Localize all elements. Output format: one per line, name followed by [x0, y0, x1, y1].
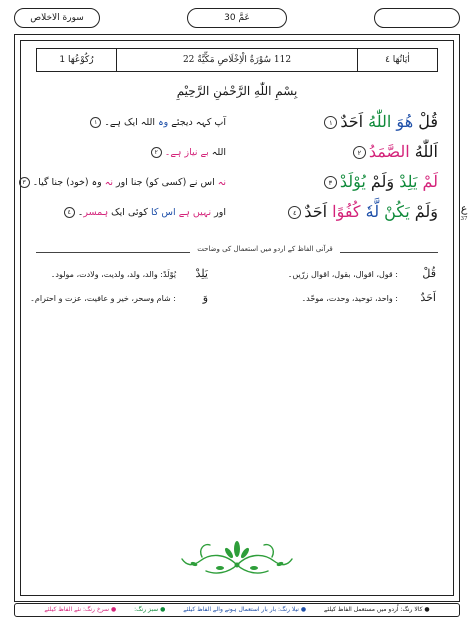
verse-urdu-translation — [36, 114, 226, 132]
verse-row — [36, 140, 438, 166]
legend-item: ● سبز رنگ: — [134, 606, 166, 613]
ruku-glyph: ع — [460, 202, 468, 215]
arabic-word: يَلِدْ — [394, 172, 418, 191]
ayah-number-marker: ١ — [324, 116, 337, 129]
verse-row — [36, 110, 438, 136]
vocab-word: يَلِدْ — [195, 267, 208, 280]
running-header-right — [374, 8, 460, 28]
urdu-word: وہ — [155, 117, 169, 128]
ruku-side-mark — [456, 202, 472, 232]
arabic-word: اَحَدٌ — [340, 112, 364, 131]
urdu-word: کوئی ایک — [108, 207, 148, 218]
verse-urdu-translation — [36, 144, 226, 162]
urdu-word: اللہ — [208, 147, 226, 158]
vocab-definition: : قول، اقوال، بقول، اقوال زرّیں۔ — [287, 270, 398, 279]
arabic-word: وَلَمْ — [365, 172, 395, 191]
vocab-word: وَ — [202, 291, 208, 304]
ayah-number-marker: ١ — [90, 117, 101, 128]
running-header-juz: عَمَّ 30 — [187, 8, 287, 28]
running-header — [14, 8, 460, 30]
vocab-section-title: قرآنی الفاظ کے اردو میں استعمال کی وضاحت — [190, 245, 340, 253]
arabic-word: الصَّمَدُ — [368, 142, 410, 161]
arabic-word: لَمْ — [417, 172, 438, 191]
verse-row — [22, 170, 438, 196]
verse-urdu-translation — [36, 204, 226, 222]
verse-arabic — [218, 200, 438, 224]
ayah-number-marker: ٣ — [19, 177, 30, 188]
verse-row — [36, 200, 438, 226]
floral-ornament-icon — [180, 535, 294, 581]
ayah-number-marker: ٢ — [353, 146, 366, 159]
urdu-word: نہیں ہے — [175, 207, 212, 218]
legend-item: ● نیلا رنگ: بار بار استعمال ہونے والے الفاظ کیلئے — [183, 606, 307, 613]
urdu-word: ہمسر — [83, 207, 109, 218]
arabic-word: اللّٰهُ — [363, 112, 392, 131]
color-legend — [14, 603, 460, 617]
arabic-word: يُوْلَدْ — [339, 172, 366, 191]
ayah-number-marker: ٣ — [324, 176, 337, 189]
bismillah: بِسْمِ اللّٰهِ الرَّحْمٰنِ الرَّحِيْمِ — [176, 84, 298, 98]
urdu-word: اس نے (کسی کو) جنا اور — [112, 177, 215, 188]
running-header-surah-name: سورة الاخلاص — [14, 8, 100, 28]
urdu-word: نہ — [214, 177, 226, 188]
vocab-definition: : شام وسحر، خیر و عافیت، عزت و احترام۔ — [30, 294, 176, 303]
arabic-word: كُفُوًا — [327, 202, 361, 221]
urdu-word: اللہ ایک ہے۔ — [104, 117, 156, 128]
urdu-word: بے نیاز ہے۔ — [164, 147, 209, 158]
arabic-word: اَحَدٌ — [304, 202, 328, 221]
ayah-number-marker: ٢ — [151, 147, 162, 158]
arabic-word: قُلْ — [413, 112, 438, 131]
arabic-word: هُوَ — [391, 112, 414, 131]
surah-title: 112 سُوْرَةُ الْاِخْلَاصِ مَكِّيَّةٌ 22 — [182, 55, 292, 65]
legend-item: ● سرخ رنگ: نئے الفاظ کیلئے — [44, 606, 117, 613]
urdu-word: ۔ — [77, 207, 84, 218]
verse-urdu-translation — [22, 174, 226, 192]
ayat-count: اٰيَاتُهَا ٤ — [357, 49, 437, 71]
urdu-word: آپ کہہ دیجئے — [168, 117, 226, 128]
vocab-word: اَحَدٌ — [420, 291, 436, 304]
verse-arabic — [218, 170, 438, 194]
arabic-word: يَكُنْ — [379, 202, 410, 221]
arabic-word: وَلَمْ — [409, 202, 438, 221]
urdu-word: اس کا — [147, 207, 176, 218]
vocab-definition: : واحد، توحید، وحدت، موحّد۔ — [301, 294, 398, 303]
vocab-definition: يُوْلَدْ: والد، ولد، ولدیت، ولادت، مولود۔ — [50, 270, 176, 279]
ayah-number-marker: ٤ — [288, 206, 301, 219]
urdu-word: وہ (خود) جنا گیا۔ — [32, 177, 102, 188]
verse-arabic — [218, 140, 438, 164]
urdu-word: اور — [211, 207, 226, 218]
urdu-word: نہ — [101, 177, 113, 188]
ayah-number-marker: ٤ — [64, 207, 75, 218]
vocab-row — [30, 288, 438, 308]
verse-arabic — [218, 110, 438, 134]
ruku-number: 37 — [460, 216, 468, 222]
arabic-word: اَللّٰهُ — [409, 142, 438, 161]
arabic-word: لَّهٗ — [360, 202, 380, 221]
ruku-count: رُكُوْعُهَا 1 — [37, 49, 117, 71]
vocab-word: قُلْ — [422, 267, 436, 280]
surah-title-bar — [36, 48, 438, 72]
vocab-row — [36, 264, 438, 284]
legend-item: ● کالا رنگ: اُردو میں مستعمل الفاظ کیلئے — [324, 606, 430, 613]
